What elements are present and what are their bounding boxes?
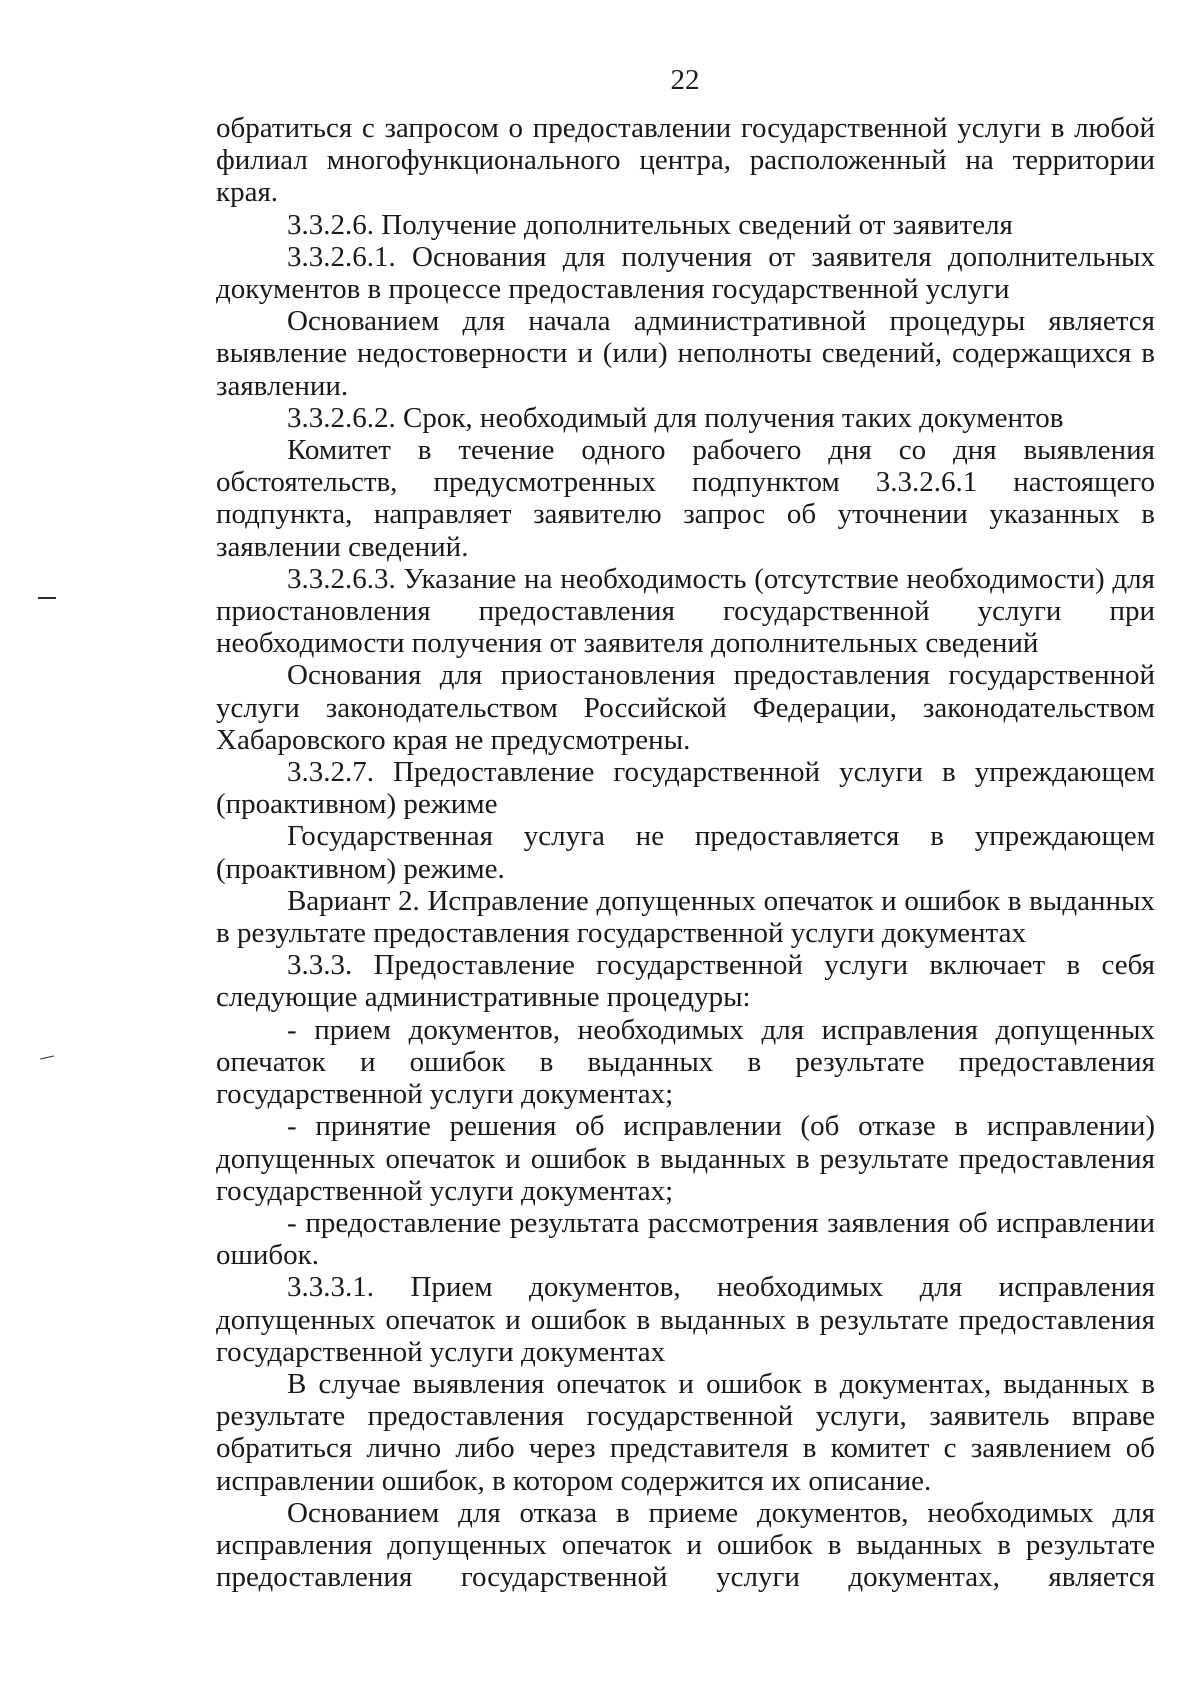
paragraph: 3.3.2.6.2. Срок, необходимый для получения таких документов (287, 401, 1064, 434)
paragraph: Комитет в течение одного рабочего дня со дня выявления обстоятельств, предусмотренных подпунктом 3.3.2.6.1 настоящего подпункта, направляет заявителю запрос об уточнении указанных в заявлении сведений. (216, 434, 1155, 563)
paragraph: 3.3.3.1. Прием документов, необходимых для исправления допущенных опечаток и ошибок в выданных в результате предоставления государственной услуги документах (216, 1271, 1155, 1368)
paragraph: 3.3.3. Предоставление государственной услуги включает в себя следующие административные процедуры: (216, 949, 1155, 1014)
paragraph: Государственная услуга не предоставляется в упреждающем (проактивном) режиме. (216, 820, 1155, 885)
list-item: - предоставление результата рассмотрения заявления об исправлении ошибок. (216, 1206, 1155, 1272)
paragraph: В случае выявления опечаток и ошибок в документах, выданных в результате предоставления государственной услуги, заявитель вправе обратиться лично либо через представителя в комитет с заявлением об исправлении ошибок, в котором содержится их описание. (216, 1367, 1155, 1497)
paragraph: Основанием для отказа в приеме документов, необходимых для исправления допущенных опечаток и ошибок в выданных в результате предоставления государственной услуги документах, является (216, 1496, 1155, 1594)
paragraph: 3.3.2.6.1. Основания для получения от заявителя дополнительных документов в процессе предоставления государственной услуги (216, 240, 1155, 306)
paragraph: Вариант 2. Исправление допущенных опечаток и ошибок в выданных в результате предоставления государственной услуги документах (216, 884, 1155, 950)
paragraph: обратиться с запросом о предоставлении государственной услуги в любой филиал многофункционального центра, расположенный на территории края. (216, 112, 1155, 209)
margin-mark (40, 1056, 54, 1060)
paragraph: 3.3.2.7. Предоставление государственной услуги в упреждающем (проактивном) режиме (216, 756, 1155, 821)
margin-mark (38, 597, 56, 599)
list-item: - принятие решения об исправлении (об отказе в исправлении) допущенных опечаток и ошибок в выданных в результате предоставления государственной услуги документах; (216, 1110, 1155, 1207)
paragraph: 3.3.2.6.3. Указание на необходимость (отсутствие необходимости) для приостановления предоставления государственной услуги при необходимости получения от заявителя дополнительных сведений (216, 562, 1155, 660)
paragraph: Основания для приостановления предоставления государственной услуги законодательством Российской Федерации, законодательством Хабаровского края не предусмотрены. (216, 659, 1155, 756)
document-body (216, 112, 1155, 1593)
list-item: - прием документов, необходимых для исправления допущенных опечаток и ошибок в выданных в результате предоставления государственной услуги документах; (216, 1013, 1155, 1111)
paragraph: Основанием для начала административной процедуры является выявление недостоверности и (или) неполноты сведений, содержащихся в заявлении. (216, 305, 1155, 402)
page-number: 22 (670, 64, 700, 96)
paragraph: 3.3.2.6. Получение дополнительных сведений от заявителя (287, 208, 1013, 241)
